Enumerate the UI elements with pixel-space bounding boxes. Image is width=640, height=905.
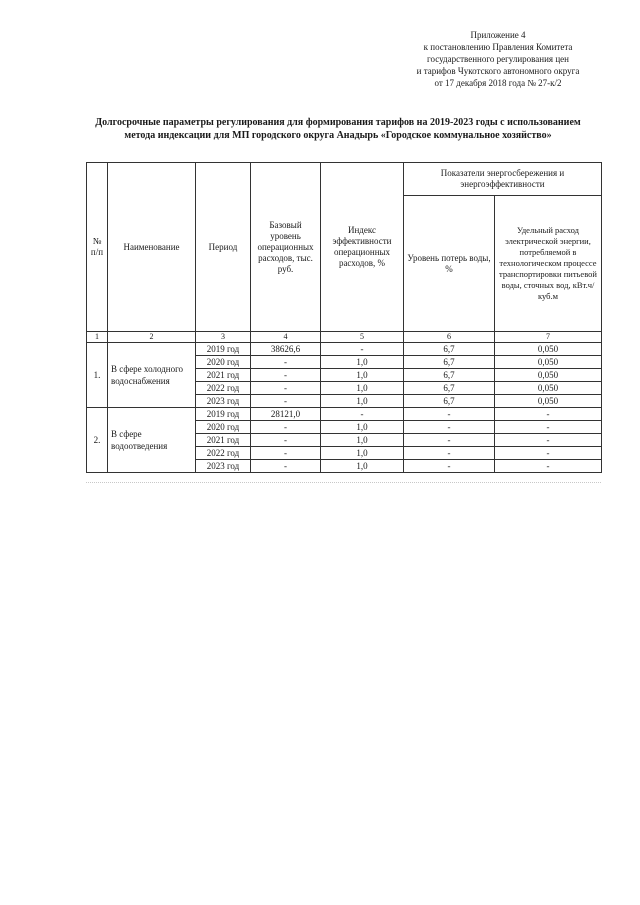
- base-level-cell: -: [251, 421, 321, 434]
- efficiency-index-cell: 1,0: [321, 447, 404, 460]
- water-loss-cell: -: [404, 421, 495, 434]
- header-energy-group: Показатели энергосбережения и энергоэффективности: [404, 163, 602, 196]
- header-specific-consumption: Удельный расход электрической энергии, потребляемой в технологическом процессе транспортировки питьевой воды, сточных вод, кВт.ч/куб.м: [495, 196, 602, 332]
- specific-consumption-cell: 0,050: [495, 395, 602, 408]
- specific-consumption-cell: 0,050: [495, 343, 602, 356]
- period-cell: 2023 год: [196, 395, 251, 408]
- header-name: Наименование: [108, 163, 196, 332]
- section-number: 1.: [87, 343, 108, 408]
- period-cell: 2020 год: [196, 356, 251, 369]
- base-level-cell: -: [251, 382, 321, 395]
- water-loss-cell: -: [404, 434, 495, 447]
- period-cell: 2020 год: [196, 421, 251, 434]
- period-cell: 2022 год: [196, 382, 251, 395]
- column-number: 5: [321, 332, 404, 343]
- column-number: 2: [108, 332, 196, 343]
- specific-consumption-cell: -: [495, 421, 602, 434]
- water-loss-cell: 6,7: [404, 343, 495, 356]
- header-efficiency-index: Индекс эффективности операционных расходов, %: [321, 163, 404, 332]
- base-level-cell: -: [251, 356, 321, 369]
- period-cell: 2021 год: [196, 434, 251, 447]
- water-loss-cell: 6,7: [404, 382, 495, 395]
- specific-consumption-cell: 0,050: [495, 369, 602, 382]
- appendix-line: и тарифов Чукотского автономного округа: [416, 66, 580, 76]
- column-number: 7: [495, 332, 602, 343]
- water-loss-cell: 6,7: [404, 369, 495, 382]
- specific-consumption-cell: -: [495, 408, 602, 421]
- section-number: 2.: [87, 408, 108, 473]
- appendix-line: Приложение 4: [470, 30, 526, 40]
- header-row: [87, 163, 602, 196]
- period-cell: 2019 год: [196, 408, 251, 421]
- period-cell: 2023 год: [196, 460, 251, 473]
- header-base-level: Базовый уровень операционных расходов, тыс. руб.: [251, 163, 321, 332]
- specific-consumption-cell: 0,050: [495, 356, 602, 369]
- column-number: 3: [196, 332, 251, 343]
- efficiency-index-cell: 1,0: [321, 434, 404, 447]
- appendix-block: [382, 29, 614, 89]
- column-number: 1: [87, 332, 108, 343]
- water-loss-cell: -: [404, 447, 495, 460]
- table-row: [87, 408, 602, 421]
- parameters-table: [86, 162, 602, 473]
- base-level-cell: 38626,6: [251, 343, 321, 356]
- base-level-cell: -: [251, 434, 321, 447]
- base-level-cell: -: [251, 460, 321, 473]
- efficiency-index-cell: -: [321, 408, 404, 421]
- appendix-line: государственного регулирования цен: [427, 54, 569, 64]
- base-level-cell: -: [251, 369, 321, 382]
- period-cell: 2022 год: [196, 447, 251, 460]
- appendix-line: от 17 декабря 2018 года № 27-к/2: [434, 78, 562, 88]
- scan-footer-divider: [86, 482, 601, 489]
- water-loss-cell: 6,7: [404, 356, 495, 369]
- efficiency-index-cell: -: [321, 343, 404, 356]
- header-water-loss: Уровень потерь воды, %: [404, 196, 495, 332]
- efficiency-index-cell: 1,0: [321, 421, 404, 434]
- specific-consumption-cell: -: [495, 447, 602, 460]
- header-period: Период: [196, 163, 251, 332]
- water-loss-cell: -: [404, 460, 495, 473]
- title-line: Долгосрочные параметры регулирования для формирования тарифов на 2019-2023 годы с использованием: [95, 117, 581, 128]
- specific-consumption-cell: 0,050: [495, 382, 602, 395]
- column-number: 6: [404, 332, 495, 343]
- specific-consumption-cell: -: [495, 434, 602, 447]
- water-loss-cell: 6,7: [404, 395, 495, 408]
- water-loss-cell: -: [404, 408, 495, 421]
- base-level-cell: 28121,0: [251, 408, 321, 421]
- efficiency-index-cell: 1,0: [321, 395, 404, 408]
- efficiency-index-cell: 1,0: [321, 369, 404, 382]
- period-cell: 2019 год: [196, 343, 251, 356]
- base-level-cell: -: [251, 395, 321, 408]
- header-number: № п/п: [87, 163, 108, 332]
- column-number-row: [87, 332, 602, 343]
- title-line: метода индексации для МП городского округа Анадырь «Городское коммунальное хозяйство»: [124, 130, 552, 141]
- section-name: В сфере водоотведения: [108, 408, 196, 473]
- efficiency-index-cell: 1,0: [321, 356, 404, 369]
- appendix-line: к постановлению Правления Комитета: [423, 42, 573, 52]
- period-cell: 2021 год: [196, 369, 251, 382]
- specific-consumption-cell: -: [495, 460, 602, 473]
- efficiency-index-cell: 1,0: [321, 382, 404, 395]
- table-row: [87, 343, 602, 356]
- base-level-cell: -: [251, 447, 321, 460]
- section-name: В сфере холодного водоснабжения: [108, 343, 196, 408]
- column-number: 4: [251, 332, 321, 343]
- document-title: [60, 116, 616, 142]
- efficiency-index-cell: 1,0: [321, 460, 404, 473]
